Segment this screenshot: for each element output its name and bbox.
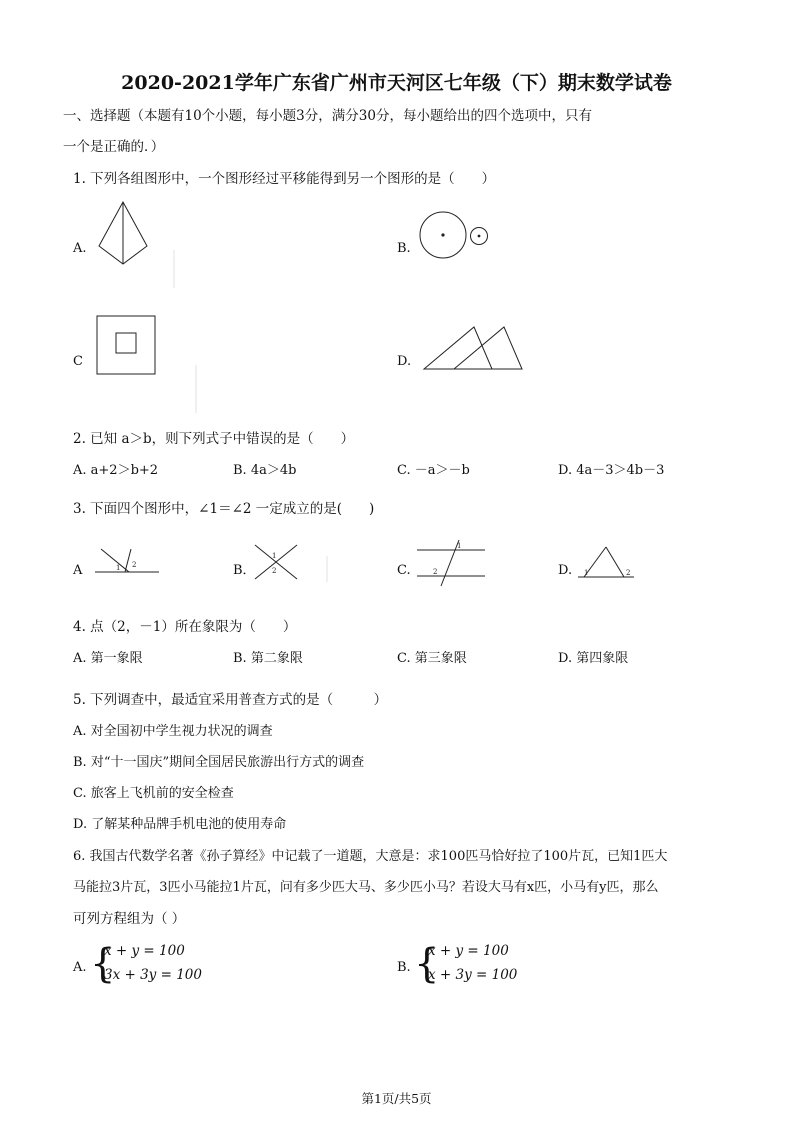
q3-option-d-label: D.	[558, 563, 573, 578]
q4-option-a: A. 第一象限	[73, 651, 143, 666]
q3-option-a-label: A	[73, 563, 83, 578]
q3-figure-a-angle1-mark: 1	[116, 564, 121, 572]
q5-option-b: B. 对“十一国庆”期间全国居民旅游出行方式的调查	[73, 755, 365, 770]
q1-figure-c-faint-line	[194, 365, 198, 415]
q3-figure-b-angle2-mark: 2	[272, 567, 277, 575]
q1-figure-d-triangles	[422, 325, 526, 373]
q1-option-b-label: B.	[397, 241, 411, 256]
q6-option-a-label: A.	[73, 960, 87, 975]
q3-figure-a-angle2-mark: 2	[132, 561, 137, 569]
q6-option-b-eq2: x + 3y = 100	[428, 967, 518, 983]
q2-option-c: C. －a＞－b	[397, 463, 470, 478]
section-instructions-line1: 一、选择题（本题有10个小题，每小题3分，满分30分，每小题给出的四个选项中，只有	[63, 108, 592, 124]
q3-figure-b	[253, 543, 299, 583]
q6-option-a-eq1: x + y = 100	[104, 943, 185, 959]
q3-figure-d	[576, 545, 638, 579]
q2-option-b: B. 4a＞4b	[233, 463, 297, 478]
q4-stem: 4. 点（2，－1）所在象限为（ ）	[73, 619, 297, 635]
q3-option-b-label: B．	[233, 563, 256, 578]
q6-stem-line1: 6. 我国古代数学名著《孙子算经》中记载了一道题，大意是：求100匹马恰好拉了100片瓦，已知1匹大	[73, 849, 668, 864]
q3-figure-b-angle1-mark: 1	[272, 552, 277, 560]
q2-option-a: A. a+2＞b+2	[73, 463, 159, 478]
q4-option-d: D. 第四象限	[558, 651, 629, 666]
q5-stem: 5. 下列调查中，最适宜采用普查方式的是（ ）	[73, 692, 388, 708]
q3-option-c-label: C.	[397, 563, 411, 578]
q3-figure-c-angle2-mark: 2	[433, 568, 438, 576]
q3-figure-b-faint-line	[325, 556, 329, 584]
q2-stem: 2. 已知 a＞b，则下列式子中错误的是（ ）	[73, 431, 355, 447]
q4-option-c: C. 第三象限	[397, 651, 467, 666]
q6-option-a-eq2: 3x + 3y = 100	[104, 967, 202, 983]
q3-figure-c-angle1-mark: 1	[457, 542, 462, 550]
q1-option-c-label: C	[73, 354, 83, 369]
q5-option-c: C. 旅客上飞机前的安全检查	[73, 786, 234, 801]
q2-option-d: D. 4a－3＞4b－3	[558, 463, 665, 478]
q6-option-b-label: B.	[397, 960, 411, 975]
q5-option-a: A. 对全国初中学生视力状况的调查	[73, 724, 273, 739]
q1-figure-a-kite	[95, 200, 155, 270]
section-instructions-line2: 一个是正确的．）	[63, 139, 165, 155]
page-footer: 第1页/共5页	[361, 1091, 432, 1106]
q3-figure-c	[415, 538, 487, 588]
q3-figure-d-angle1-mark: 1	[584, 569, 589, 577]
q6-option-b-brace: {	[414, 941, 440, 987]
q1-figure-a-faint-line	[172, 250, 176, 290]
q1-stem: 1. 下列各组图形中，一个图形经过平移能得到另一个图形的是（ ）	[73, 171, 496, 187]
q6-stem-line3: 可列方程组为（ ）	[73, 911, 186, 927]
q3-stem: 3. 下面四个图形中，∠1＝∠2 一定成立的是( )	[73, 501, 375, 517]
q1-option-a-label: A.	[73, 241, 87, 256]
q6-option-b-eq1: x + y = 100	[428, 943, 509, 959]
q6-stem-line2: 马能拉3片瓦，3匹小马能拉1片瓦，问有多少匹大马、多少匹小马？若设大马有x匹，小马有y匹，那么	[73, 880, 659, 895]
q1-figure-c-squares	[96, 315, 158, 377]
q6-option-a-brace: {	[90, 941, 116, 987]
page-title: 2020-2021学年广东省广州市天河区七年级（下）期末数学试卷	[121, 72, 672, 94]
q4-option-b: B. 第二象限	[233, 651, 303, 666]
q3-figure-a	[95, 545, 163, 577]
q1-option-d-label: D.	[397, 354, 412, 369]
q1-figure-b-circles	[418, 211, 493, 261]
q3-figure-d-angle2-mark: 2	[626, 569, 631, 577]
q5-option-d: D. 了解某种品牌手机电池的使用寿命	[73, 817, 287, 832]
